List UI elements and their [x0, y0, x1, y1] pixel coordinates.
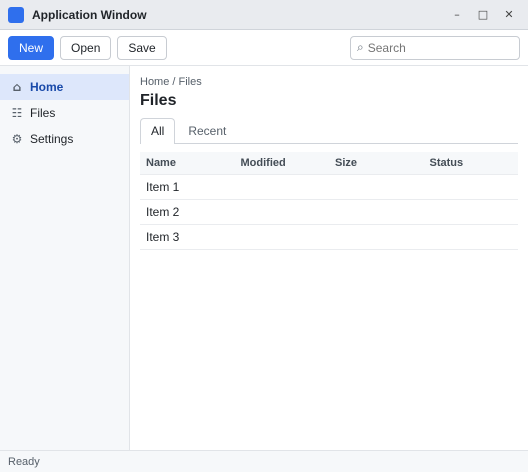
table-cell: Item 3: [140, 225, 235, 250]
home-icon: ⌂: [12, 80, 22, 94]
status-bar: [0, 450, 528, 472]
sidebar-item-files[interactable]: [0, 100, 129, 126]
table-cell: [424, 175, 519, 200]
open-button[interactable]: Open: [60, 36, 111, 60]
table-row[interactable]: [140, 225, 518, 250]
toolbar: [0, 30, 528, 66]
column-header[interactable]: Status: [424, 152, 519, 175]
column-header[interactable]: Modified: [235, 152, 330, 175]
table-cell: [235, 175, 330, 200]
table-header-row: [140, 152, 518, 175]
sidebar-item-label: Home: [30, 80, 64, 94]
page-title: Files: [140, 92, 177, 109]
minimize-button[interactable]: –: [446, 6, 468, 24]
column-header[interactable]: Name: [140, 152, 235, 175]
table-cell: [329, 200, 424, 225]
main-panel: [130, 66, 528, 450]
close-button[interactable]: ✕: [498, 6, 520, 24]
tab-bar: [140, 118, 518, 144]
content-area: [0, 66, 528, 450]
gear-icon: ⚙: [11, 132, 23, 146]
search-input[interactable]: [368, 41, 513, 55]
column-header[interactable]: Size: [329, 152, 424, 175]
sidebar-item-settings[interactable]: [0, 126, 129, 152]
app-logo-icon: [8, 7, 24, 23]
table-cell: [329, 225, 424, 250]
sidebar-item-label: Files: [30, 106, 56, 120]
tab-recent[interactable]: Recent: [188, 124, 227, 138]
window-title: Application Window: [32, 7, 147, 22]
table-cell: Item 1: [140, 175, 235, 200]
table-row[interactable]: [140, 200, 518, 225]
table-cell: Item 2: [140, 200, 235, 225]
table-cell: [329, 175, 424, 200]
save-button[interactable]: Save: [117, 36, 166, 60]
folder-icon: ☷: [11, 106, 23, 120]
table-cell: [235, 200, 330, 225]
search-box[interactable]: [350, 36, 520, 60]
data-table: [140, 152, 518, 250]
search-icon: ⌕: [357, 40, 364, 54]
maximize-button[interactable]: □: [472, 6, 494, 24]
sidebar-item-label: Settings: [30, 132, 74, 146]
breadcrumb: Home / Files: [140, 76, 202, 88]
table-cell: [424, 200, 519, 225]
window-controls: [446, 6, 520, 24]
title-bar[interactable]: [0, 0, 528, 30]
tab-all[interactable]: All: [140, 118, 175, 144]
status-text: Ready: [8, 455, 40, 468]
table-row[interactable]: [140, 175, 518, 200]
sidebar-item-home[interactable]: [0, 74, 129, 100]
new-button[interactable]: New: [8, 36, 54, 60]
sidebar: [0, 66, 130, 450]
table-cell: [235, 225, 330, 250]
table-cell: [424, 225, 519, 250]
